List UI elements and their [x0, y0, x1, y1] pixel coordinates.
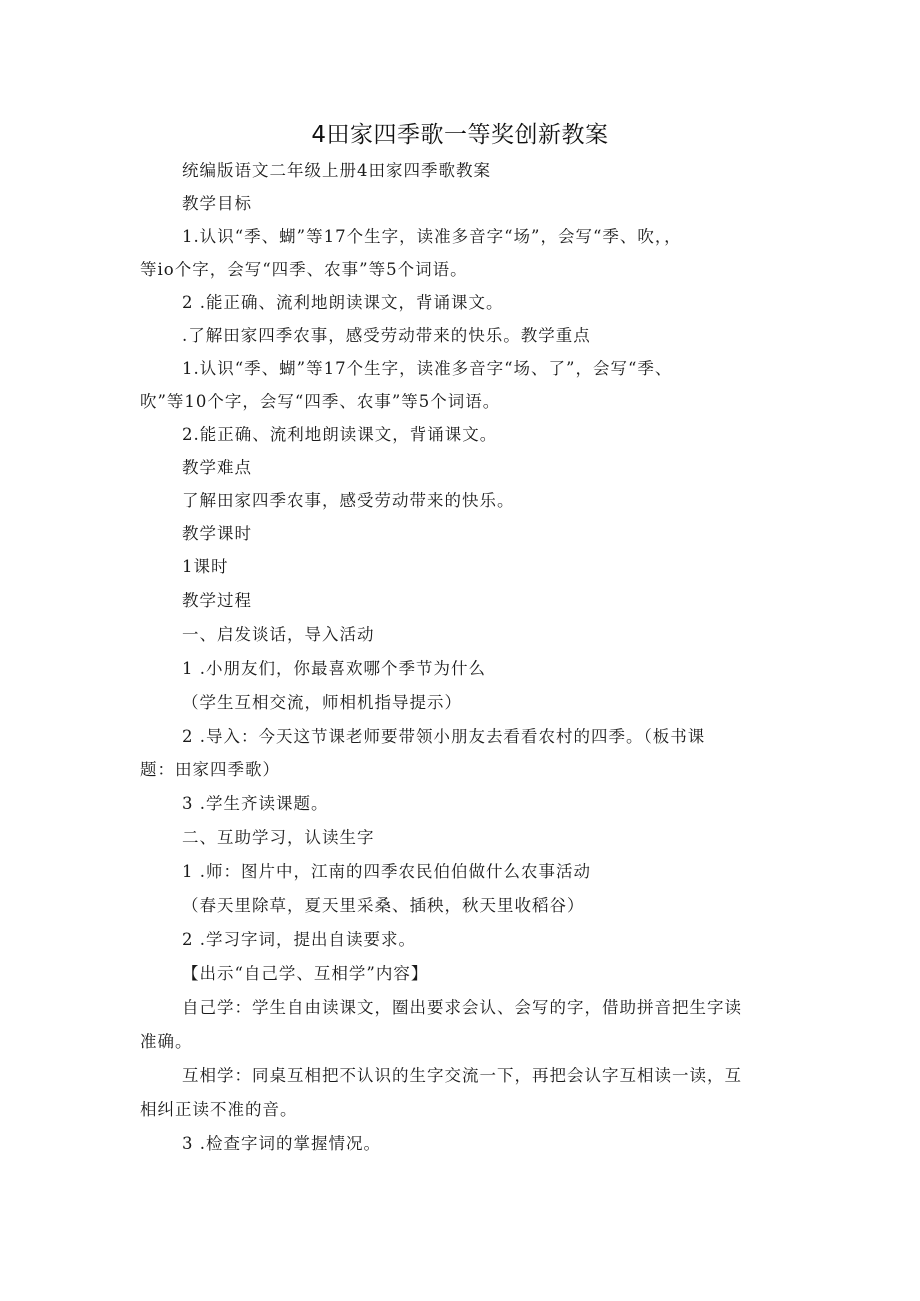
paragraph-line: 1.认识“季、蝴”等17个生字，读准多音字“场”，会写“季、吹，， — [182, 227, 682, 246]
paragraph-line: （学生互相交流，师相机指导提示） — [182, 693, 462, 712]
paragraph-line: 自己学：学生自由读课文，圈出要求会认、会写的字，借助拼音把生字读 — [182, 998, 742, 1017]
paragraph-line: 2 .学习字词，提出自读要求。 — [182, 930, 416, 949]
paragraph-line: 一、启发谈话，导入活动 — [182, 625, 375, 644]
paragraph-line: 准确。 — [140, 1032, 193, 1051]
section-heading-difficulties: 教学难点 — [182, 458, 252, 477]
paragraph-line: 互相学：同桌互相把不认识的生字交流一下，再把会认字互相读一读，互 — [182, 1066, 742, 1085]
paragraph-line: 了解田家四季农事，感受劳动带来的快乐。 — [182, 491, 515, 510]
paragraph-line: 二、互助学习，认读生字 — [182, 828, 375, 847]
paragraph-line: 吹”等10个字，会写“四季、农事”等5个词语。 — [140, 392, 501, 411]
subtitle-line: 统编版语文二年级上册4田家四季歌教案 — [182, 161, 491, 180]
paragraph-line: 3 .检查字词的掌握情况。 — [182, 1134, 381, 1153]
paragraph-line: 1课时 — [182, 557, 229, 576]
paragraph-line: 相纠正读不准的音。 — [140, 1100, 298, 1119]
paragraph-line: 1 .师：图片中，江南的四季农民伯伯做什么农事活动 — [182, 862, 591, 881]
paragraph-line: 题：田家四季歌） — [140, 760, 280, 779]
paragraph-line: 2 .能正确、流利地朗读课文，背诵课文。 — [182, 293, 504, 312]
paragraph-line: （春天里除草，夏天里采桑、插秧，秋天里收稻谷） — [182, 896, 585, 915]
section-heading-teaching-goals: 教学目标 — [182, 194, 252, 213]
section-heading-lesson-time: 教学课时 — [182, 524, 252, 543]
document-title: 4田家四季歌一等奖创新教案 — [311, 122, 609, 148]
paragraph-line: 2 .导入：今天这节课老师要带领小朋友去看看农村的四季。（板书课 — [182, 727, 706, 746]
paragraph-line: 1.认识“季、蝴”等17个生字，读准多音字“场、了”，会写“季、 — [182, 359, 673, 378]
paragraph-line: 等io个字，会写“四季、农事”等5个词语。 — [140, 260, 468, 279]
paragraph-line: 3 .学生齐读课题。 — [182, 794, 329, 813]
paragraph-line: 2.能正确、流利地朗读课文，背诵课文。 — [182, 425, 498, 444]
paragraph-line: 1 .小朋友们，你最喜欢哪个季节为什么 — [182, 659, 486, 678]
section-heading-process: 教学过程 — [182, 591, 252, 610]
paragraph-line: 【出示“自己学、互相学”内容】 — [182, 964, 429, 983]
paragraph-line: .了解田家四季农事，感受劳动带来的快乐。教学重点 — [182, 326, 591, 345]
